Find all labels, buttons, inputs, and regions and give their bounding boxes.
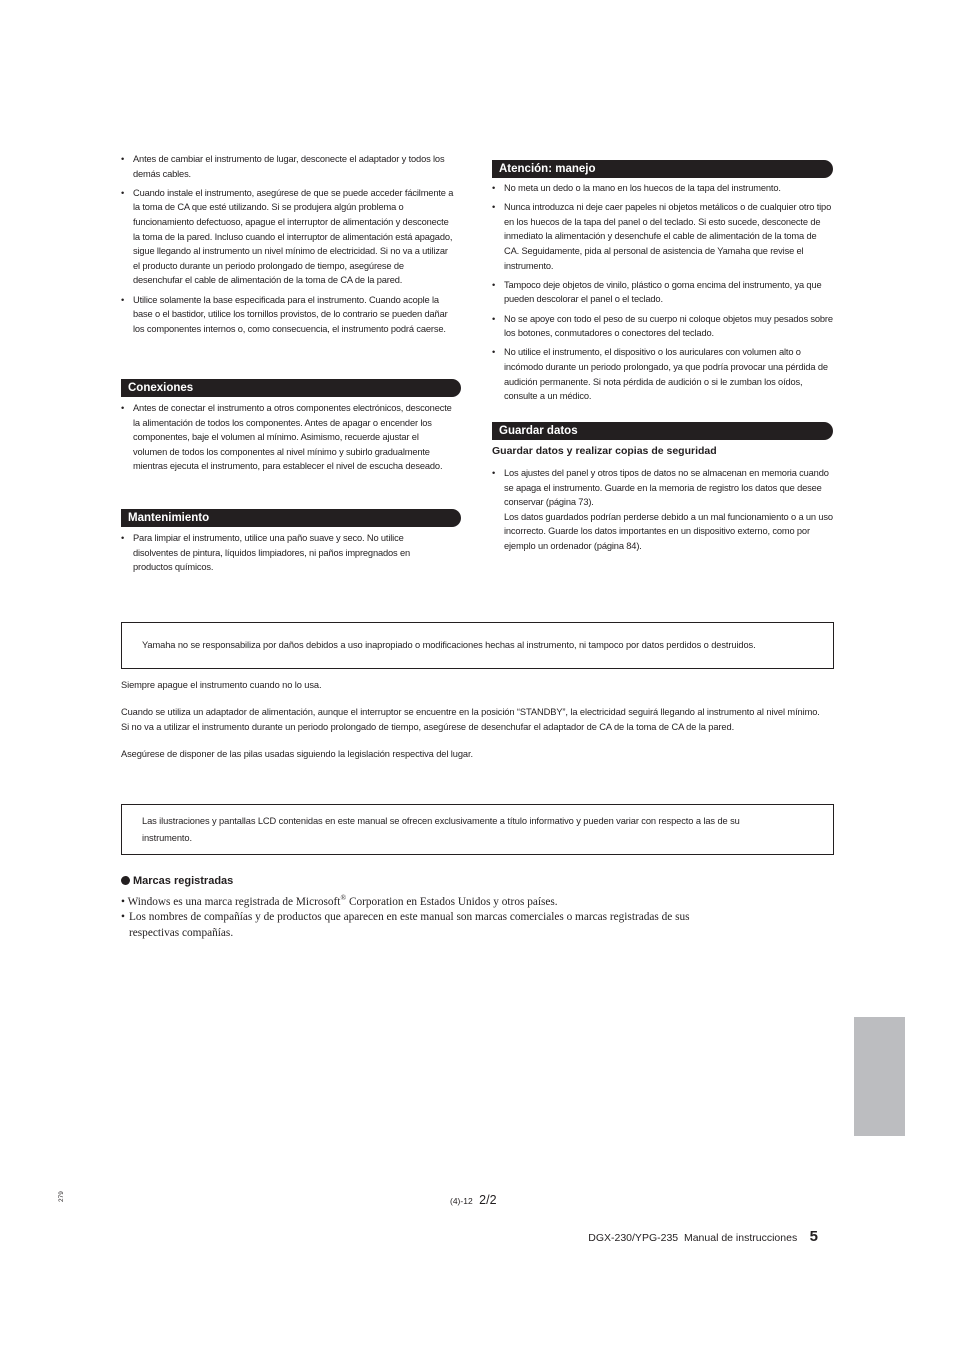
note-power-off: Siempre apague el instrumento cuando no lo usa. bbox=[121, 680, 322, 690]
list-item: • Cuando instale el instrumento, asegúrese de que se puede acceder fácilmente a la toma de CA que esté utilizando. Si se produjera algún problema o funcionamiento defectuoso, apague el interruptor de alimentación y desconecte la toma de la pared. Incluso cuando el interruptor de alimentación está apagado, sigue llegando al instrumento un nivel mínimo de electricidad. Si no va a utilizar el producto durante un periodo prolongado de tiempo, asegúrese de desenchufar el cable de alimentación de la toma de CA de la pared. bbox=[121, 186, 454, 288]
guardar-bullet-list bbox=[492, 466, 833, 554]
manual-title: DGX-230/YPG-235 Manual de instrucciones bbox=[588, 1232, 798, 1244]
list-item: • Antes de cambiar el instrumento de lugar, desconecte el adaptador y todos los demás cables. bbox=[121, 152, 454, 181]
trademark-line-windows bbox=[121, 890, 741, 910]
bullet-marker: • bbox=[121, 911, 125, 924]
intro-bullet-list bbox=[121, 152, 454, 341]
list-item: • Tampoco deje objetos de vinilo, plástico o goma encima del instrumento, ya que pueden descolorar el panel o el teclado. bbox=[492, 278, 833, 307]
list-item bbox=[492, 466, 833, 554]
list-item: • Antes de conectar el instrumento a otros componentes electrónicos, desconecte la alimentación de todos los componentes. Antes de apagar o encender los componentes, baje el volumen al mínimo. Asimismo, recuerde ajustar el volumen de todos los componentes al nivel mínimo y subirlo gradualmente mientras ejecuta el instrumento, para establecer el nivel de escucha deseado. bbox=[121, 401, 454, 474]
trademarks-title: Marcas registradas bbox=[133, 875, 234, 887]
section-header-conexiones: Conexiones bbox=[121, 379, 461, 397]
trademarks-heading bbox=[121, 874, 741, 889]
lcd-notice-text: Las ilustraciones y pantallas LCD contenidas en este manual se ofrecen exclusivamente a título informativo y pueden variar con respecto a las de su instrumento. bbox=[142, 816, 740, 843]
lcd-notice-box bbox=[121, 804, 834, 855]
list-item: • No utilice el instrumento, el dispositivo o los auriculares con volumen alto o incómodo durante un periodo prolongado, ya que podría provocar una pérdida de audición permanente. Si nota pérdida de audición o si le zumban los oídos, consulte a un médico. bbox=[492, 345, 833, 403]
trademark-windows-text-end: Corporation en Estados Unidos y otros países. bbox=[346, 895, 558, 908]
side-code: 279 bbox=[58, 1191, 65, 1202]
section-header-mantenimiento: Mantenimiento bbox=[121, 509, 461, 527]
disclaimer-text: Yamaha no se responsabiliza por daños debidos a uso inapropiado o modificaciones hechas al instrumento, ni tampoco por datos perdidos o destruidos. bbox=[142, 640, 756, 650]
disclaimer-box bbox=[121, 622, 834, 669]
list-item: • No meta un dedo o la mano en los huecos de la tapa del instrumento. bbox=[492, 181, 833, 196]
section-header-guardar: Guardar datos bbox=[492, 422, 833, 440]
note-batteries: Asegúrese de disponer de las pilas usadas siguiendo la legislación respectiva del lugar. bbox=[121, 749, 473, 759]
page-number: 5 bbox=[809, 1228, 818, 1245]
trademark-companies-text: Los nombres de compañías y de productos que aparecen en este manual son marcas comerciales o marcas registradas de sus respectivas compañías. bbox=[129, 911, 690, 939]
print-code-page: 2/2 bbox=[479, 1193, 497, 1207]
list-item: • Utilice solamente la base especificada para el instrumento. Cuando acople la base o el bastidor, utilice los tornillos provistos, de lo contrario se pueden dañar los componentes internos o, como consecuencia, el instrumento podrá caerse. bbox=[121, 293, 454, 337]
list-item: • No se apoye con todo el peso de su cuerpo ni coloque objetos muy pesados sobre los botones, conmutadores o conectores del teclado. bbox=[492, 312, 833, 341]
guardar-subheading: Guardar datos y realizar copias de seguridad bbox=[492, 445, 717, 457]
print-code bbox=[450, 1191, 497, 1209]
list-item: • Para limpiar el instrumento, utilice una paño suave y seco. No utilice disolventes de pintura, líquidos limpiadores, ni paños impregnados en productos químicos. bbox=[121, 531, 441, 575]
manejo-bullet-list bbox=[492, 181, 833, 408]
conexiones-bullet-list bbox=[121, 401, 454, 479]
note-adapter: Cuando se utiliza un adaptador de alimentación, aunque el interruptor se encuentre en la posición “STANDBY”, la electricidad seguirá llegando al instrumento al nivel mínimo. Si no va a utilizar el instrumento durante un periodo prolongado de tiempo, asegúrese de desenchufar el adaptador de CA de la toma de CA de la pared. bbox=[121, 707, 820, 732]
guardar-paragraph-1: • Los ajustes del panel y otros tipos de datos no se almacenan en memoria cuando se apaga el instrumento. Guarde en la memoria de registro los datos que desee conservar (página 73). bbox=[504, 468, 829, 508]
trademark-line-companies bbox=[121, 910, 729, 941]
print-code-small: (4)-12 bbox=[450, 1196, 473, 1206]
manual-footer bbox=[560, 1228, 818, 1246]
list-item: • Nunca introduzca ni deje caer papeles ni objetos metálicos o de cualquier otro tipo en los huecos de la tapa del panel o del teclado. Si esto sucede, desconecte de inmediato la alimentación y desenchufe el cable de alimentación de la toma de CA. Seguidamente, pida al personal de asistencia de Yamaha que revise el instrumento. bbox=[492, 200, 833, 273]
trademarks-section bbox=[121, 874, 741, 941]
section-header-manejo: Atención: manejo bbox=[492, 160, 833, 178]
side-tab bbox=[854, 1017, 905, 1136]
trademark-windows-text: Windows es una marca registrada de Microsoft bbox=[127, 895, 341, 908]
bullet-marker: • bbox=[121, 895, 128, 908]
guardar-paragraph-2: Los datos guardados podrían perderse debido a un mal funcionamiento o a un uso incorrecto. Guarde los datos importantes en un dispositivo externo, como por ejemplo un ordenador (página 84). bbox=[504, 511, 833, 551]
mantenimiento-bullet-list bbox=[121, 531, 441, 579]
registered-mark: ® bbox=[340, 893, 347, 902]
bullet-circle-icon bbox=[121, 876, 130, 885]
